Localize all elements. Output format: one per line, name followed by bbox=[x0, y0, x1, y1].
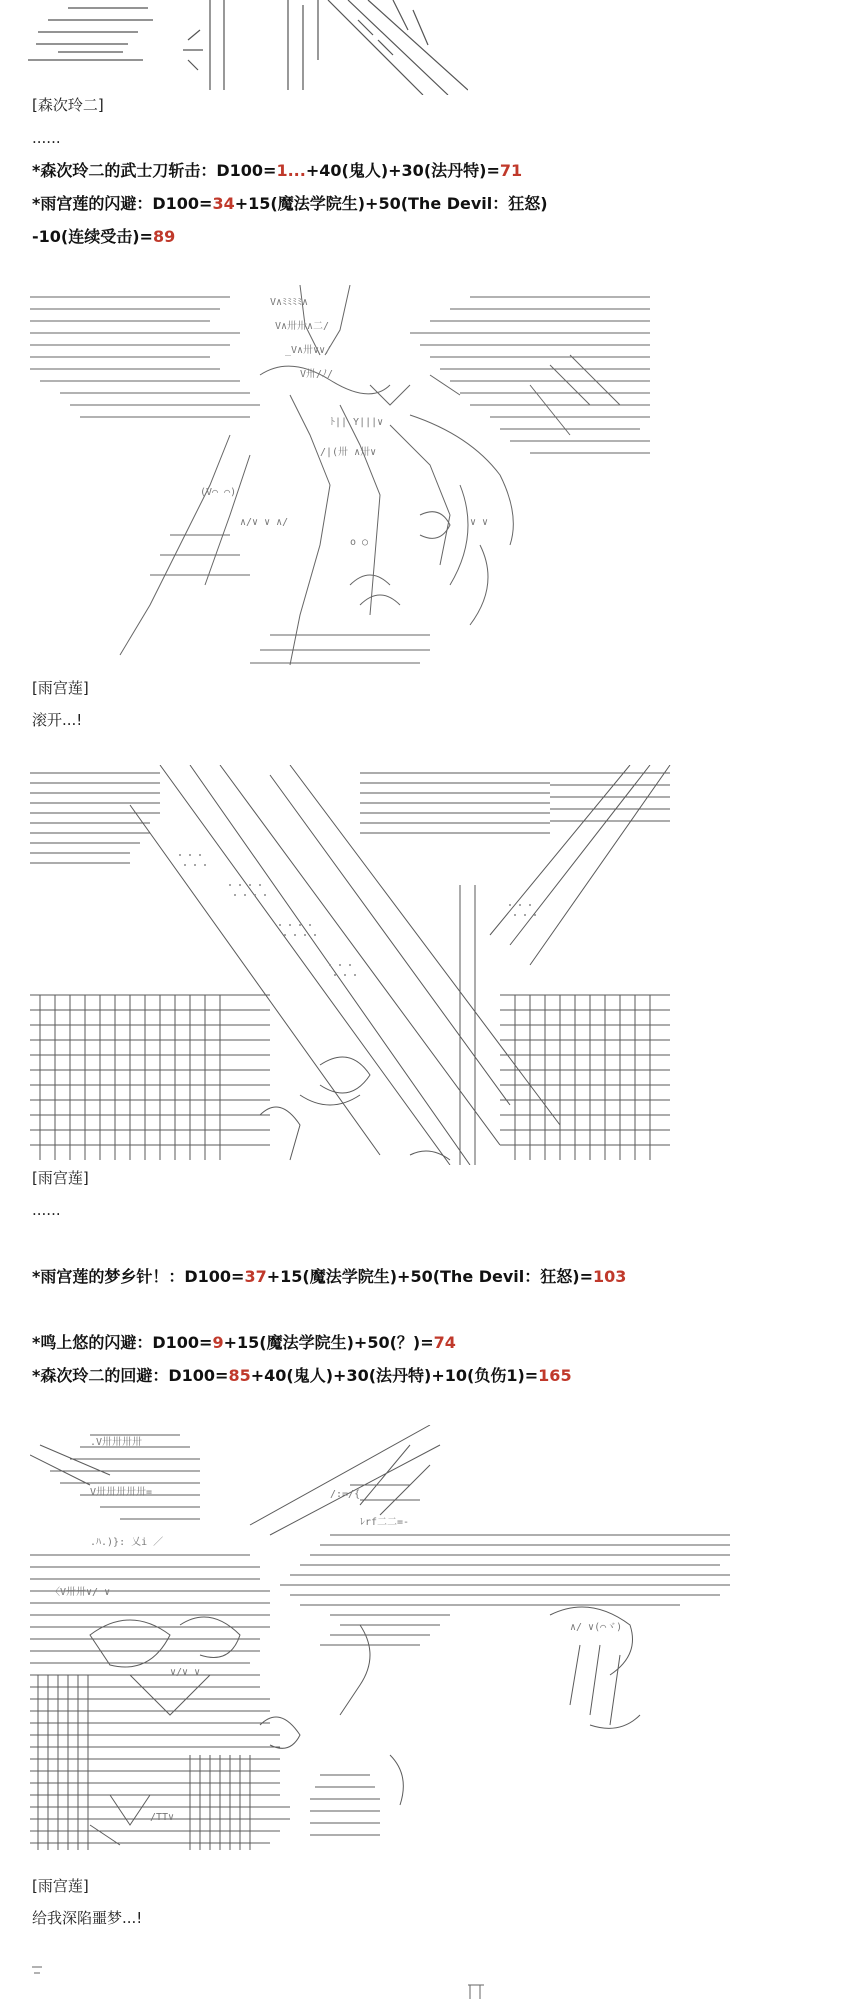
svg-text:(V⌒ ⌒): (V⌒ ⌒) bbox=[200, 487, 237, 498]
dice-roll-line: *雨宫莲的梦乡针！：D100=37+15(魔法学院生)+50(The Devil：狂怒)=103 bbox=[32, 1267, 627, 1286]
speaker-label: [雨宫莲] bbox=[32, 1877, 89, 1895]
speaker-label: [森次玲二] bbox=[32, 96, 104, 114]
ascii-art-bottom-fragment bbox=[28, 1955, 528, 2000]
dialogue-line: ...... bbox=[32, 129, 61, 147]
svg-text:V卅/ﾉ/: V卅/ﾉ/ bbox=[300, 369, 334, 380]
dice-roll-line: *森次玲二的回避：D100=85+40(鬼人)+30(法丹特)+10(负伤1)=165 bbox=[32, 1366, 572, 1385]
svg-text:∨ ∨: ∨ ∨ bbox=[470, 517, 489, 528]
svg-text:V∧卅卅∧二/: V∧卅卅∧二/ bbox=[275, 321, 330, 332]
svg-text:/TT∨: /TT∨ bbox=[150, 1812, 175, 1823]
ascii-art-top-fragment bbox=[28, 0, 468, 95]
dialogue-line: 滚开...! bbox=[32, 711, 83, 729]
dice-roll-line: *鸣上悠的闪避：D100=9+15(魔法学院生)+50(？)=74 bbox=[32, 1333, 456, 1352]
svg-text:V∧ﾐﾐﾐﾐ∧: V∧ﾐﾐﾐﾐ∧ bbox=[270, 297, 309, 308]
dialogue-line: ...... bbox=[32, 1201, 61, 1219]
svg-text:ﾄ|| Y|||∨: ﾄ|| Y|||∨ bbox=[330, 417, 384, 428]
ascii-art-clash bbox=[30, 285, 650, 670]
svg-text:/:=/{: /:=/{ bbox=[330, 1489, 361, 1500]
svg-text:o ○: o ○ bbox=[350, 537, 369, 548]
svg-text:/|(卅 ∧卅∨: /|(卅 ∧卅∨ bbox=[320, 447, 377, 458]
speaker-label: [雨宫莲] bbox=[32, 679, 89, 697]
speaker-label: [雨宫莲] bbox=[32, 1169, 89, 1187]
svg-text:ﾚrf二二=-: ﾚrf二二=- bbox=[360, 1517, 410, 1528]
svg-text:∨/∨ ∨: ∨/∨ ∨ bbox=[170, 1667, 201, 1678]
dice-roll-line: *森次玲二的武士刀斩击：D100=1...+40(鬼人)+30(法丹特)=71 bbox=[32, 161, 523, 180]
ascii-art-dream-needle bbox=[30, 1425, 730, 1865]
svg-text:.ﾊ.)}: 乂i ／: .ﾊ.)}: 乂i ／ bbox=[90, 1537, 164, 1548]
svg-text:.V卅卅卅卅: .V卅卅卅卅 bbox=[90, 1437, 143, 1448]
svg-text:〈V卅卅∨/ ∨: 〈V卅卅∨/ ∨ bbox=[50, 1587, 111, 1598]
dice-roll-line: *雨宫莲的闪避：D100=34+15(魔法学院生)+50(The Devil：狂怒) bbox=[32, 194, 548, 213]
dice-roll-line: -10(连续受击)=89 bbox=[32, 227, 176, 246]
svg-text:V卅卅卅卅卅=: V卅卅卅卅卅= bbox=[90, 1487, 153, 1498]
svg-text:∧/∨ ∨ ∧/: ∧/∨ ∨ ∧/ bbox=[240, 517, 289, 528]
dialogue-line: 给我深陷噩梦...! bbox=[32, 1909, 143, 1927]
svg-text:_V∧卅∨∨/: _V∧卅∨∨/ bbox=[285, 345, 332, 356]
svg-text:∧/ ∨(⌒ヾ): ∧/ ∨(⌒ヾ) bbox=[570, 1622, 623, 1633]
ascii-art-sword-rush bbox=[30, 765, 675, 1165]
